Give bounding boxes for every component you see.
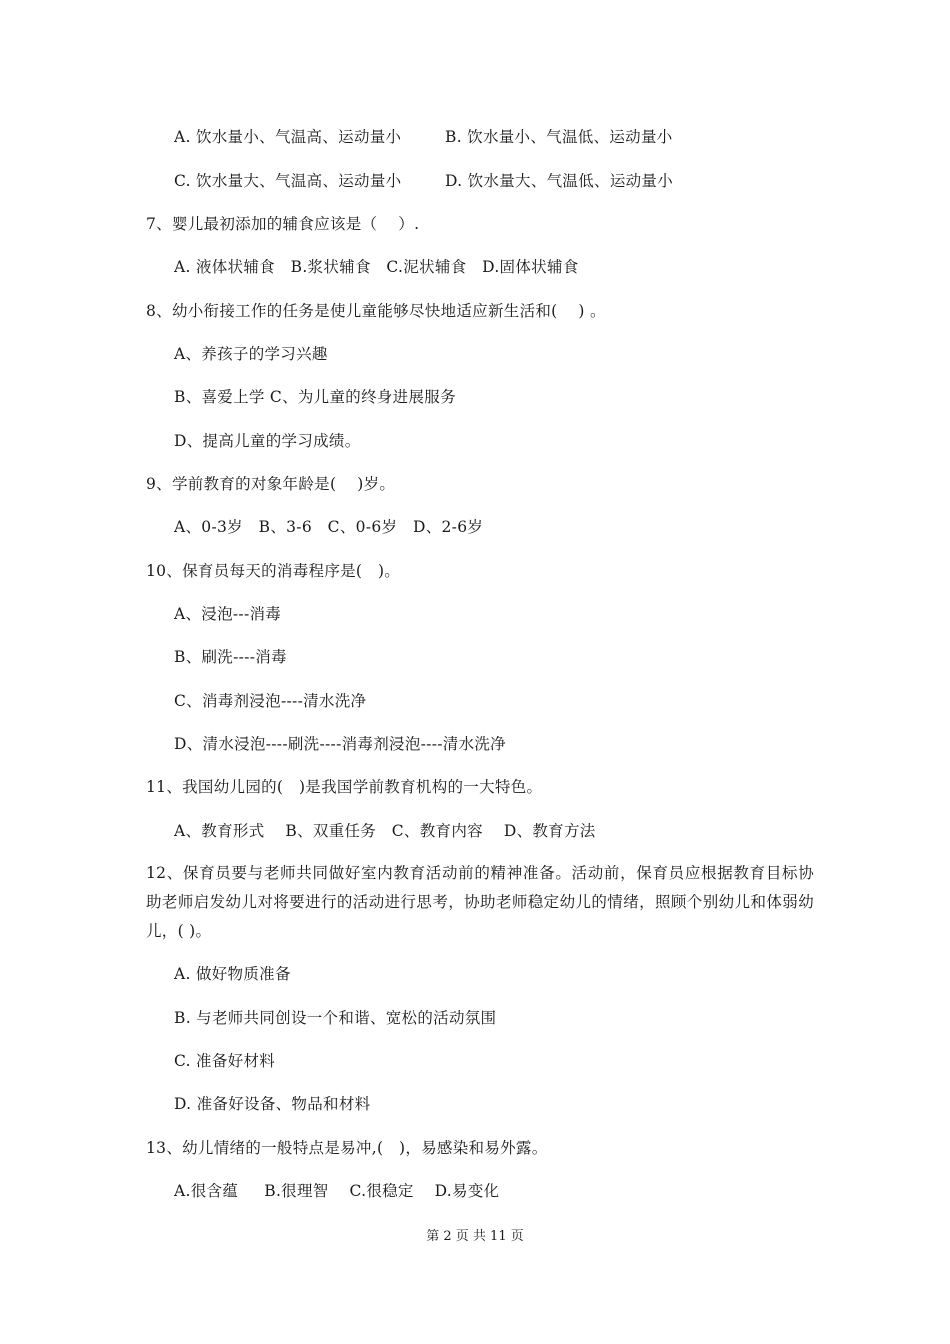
q6-option-c: C. 饮水量大、气温高、运动量小 [174, 172, 402, 190]
q10-option-b: B、刷洗----消毒 [174, 648, 287, 666]
q10-option-a: A、浸泡---消毒 [174, 605, 282, 623]
q12-option-c: C. 准备好材料 [174, 1052, 276, 1070]
q12-option-a: A. 做好物质准备 [174, 965, 291, 983]
q6-option-b: B. 饮水量小、气温低、运动量小 [445, 128, 673, 146]
q9-options: A、0-3岁 B、3-6 C、0-6岁 D、2-6岁 [174, 518, 484, 536]
q7-question: 7、婴儿最初添加的辅食应该是（ ）. [146, 215, 420, 233]
q12-option-d: D. 准备好设备、物品和材料 [174, 1095, 371, 1113]
q13-question: 13、幼儿情绪的一般特点是易冲,( )，易感染和易外露。 [146, 1139, 548, 1157]
q11-options: A、教育形式 B、双重任务 C、教育内容 D、教育方法 [174, 822, 596, 840]
q8-option-bc: B、喜爱上学 C、为儿童的终身进展服务 [174, 388, 456, 406]
q10-question: 10、保育员每天的消毒程序是( )。 [146, 562, 401, 580]
q6-option-a: A. 饮水量小、气温高、运动量小 [174, 128, 402, 146]
q13-options: A.很含蕴 B.很理智 C.很稳定 D.易变化 [174, 1182, 500, 1200]
q10-option-c: C、消毒剂浸泡----清水洗净 [174, 692, 367, 710]
page-number-footer: 第 2 页 共 11 页 [426, 1229, 524, 1244]
q10-option-d: D、清水浸泡----刷洗----消毒剂浸泡----清水洗净 [174, 735, 506, 753]
q12-question: 12、保育员要与老师共同做好室内教育活动前的精神准备。活动前，保育员应根据教育目标协助老师启发幼儿对将要进行的活动进行思考，协助老师稳定幼儿的情绪，照顾个别幼儿和体弱幼儿，( )。 [146, 864, 814, 940]
q8-option-a: A、养孩子的学习兴趣 [174, 345, 328, 363]
q8-question: 8、幼小衔接工作的任务是使儿童能够尽快地适应新生活和( ) 。 [146, 302, 606, 320]
q12-option-b: B. 与老师共同创设一个和谐、宽松的活动氛围 [174, 1009, 497, 1027]
q6-option-d: D. 饮水量大、气温低、运动量小 [445, 172, 674, 190]
q11-question: 11、我国幼儿园的( )是我国学前教育机构的一大特色。 [146, 778, 543, 796]
q9-question: 9、学前教育的对象年龄是( )岁。 [146, 475, 396, 493]
q8-option-d: D、提高儿童的学习成绩。 [174, 432, 361, 450]
q7-options: A. 液体状辅食 B.浆状辅食 C.泥状辅食 D.固体状辅食 [174, 258, 579, 276]
